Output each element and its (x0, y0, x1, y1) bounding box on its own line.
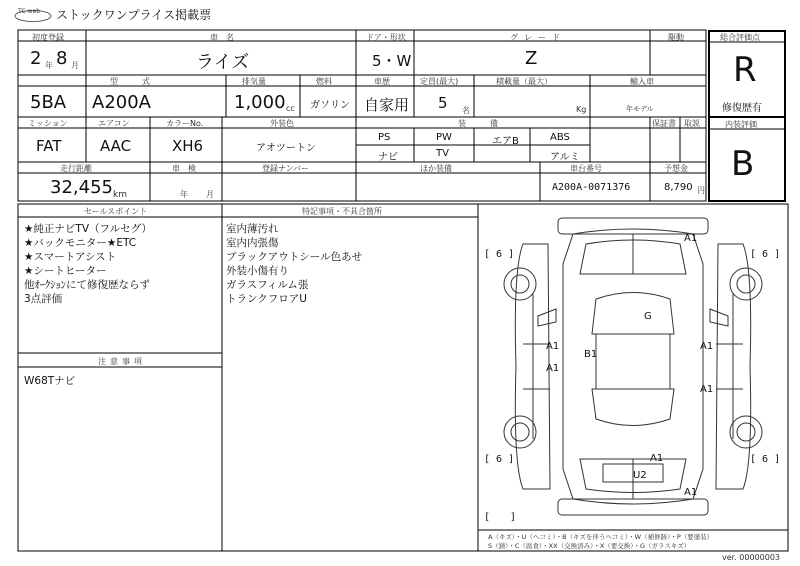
car-name-value: ライズ (196, 52, 250, 73)
label-inspection: 車 検 (172, 164, 196, 173)
sales-points-list (24, 222, 152, 306)
label-chassis-no: 車台番号 (570, 164, 602, 173)
label-fuel: 燃料 (316, 77, 332, 86)
damage-mark: A1 (700, 341, 714, 352)
label-other-equipment: ほか装備 (420, 164, 452, 173)
tire-rear-left: [ 6 ] (484, 454, 515, 465)
price-value: 8,790 (664, 182, 693, 193)
displacement-unit: cc (286, 104, 295, 113)
price-unit: 円 (697, 186, 705, 195)
payload-unit: Kg (576, 105, 587, 114)
label-color: カラーNo. (166, 119, 204, 128)
displacement-value: 1,000 (234, 92, 286, 113)
interior-box-divider (708, 128, 786, 130)
damage-mark: B1 (584, 349, 598, 360)
capacity-unit: 名 (462, 106, 470, 115)
tire-front-right: [ 6 ] (750, 249, 781, 260)
label-est-price: 予想金 (664, 164, 688, 173)
chassis-no-value: A200A-0071376 (552, 182, 631, 193)
model-value: A200A (92, 92, 151, 113)
label-plate: 登録ナンバー (262, 164, 310, 173)
label-car-history: 車歴 (374, 77, 390, 86)
car-damage-diagram (478, 204, 788, 530)
label-sales-points: セールスポイント (84, 207, 148, 216)
notes-list (226, 222, 362, 306)
equipment-item: PS (378, 132, 391, 143)
equipment-item: TV (436, 148, 449, 159)
page-title: ストックワンプライス掲載票 (56, 8, 212, 22)
list-item: ガラスフィルム張 (226, 279, 309, 291)
reg-year: 2 (30, 48, 42, 69)
label-capacity: 定員(最大) (420, 77, 459, 86)
list-item: 外装小傷有り (226, 265, 289, 277)
reg-month: 8 (56, 48, 68, 69)
version-label: ver. 00000003 (722, 553, 781, 562)
total-rating-value: R (733, 50, 757, 90)
interior-rating-value: B (731, 144, 755, 184)
damage-mark: A1 (650, 453, 664, 464)
label-door-type: ドア・形状 (366, 33, 406, 42)
exterior-color-value: アオツートン (256, 143, 316, 154)
label-warranty: 保証書 (652, 119, 676, 128)
tire-rear-right: [ 6 ] (750, 454, 781, 465)
label-car-name: 車 名 (210, 33, 234, 42)
rating-box-divider (708, 41, 786, 43)
tire-front-left: [ 6 ] (484, 249, 515, 260)
label-mission: ミッション (28, 119, 68, 128)
label-rating-total: 総合評価点 (720, 33, 760, 42)
mission-value: FAT (36, 137, 62, 155)
label-drive: 駆動 (668, 33, 684, 42)
mileage-unit: km (113, 190, 127, 200)
label-first-reg: 初度登録 (32, 33, 64, 42)
label-cautions: 注意事項 (98, 357, 146, 366)
color-no-value: XH6 (172, 137, 204, 155)
label-mileage: 走行距離 (60, 164, 92, 173)
cautions-list (24, 374, 75, 388)
list-item: トランクフロアU (226, 293, 307, 305)
door-type-value: 5・W (372, 52, 412, 70)
import-model-year: 年モデル (626, 105, 654, 113)
model-prefix-value: 5BA (30, 92, 67, 113)
history-value: 自家用 (364, 96, 410, 114)
damage-mark: U2 (633, 470, 647, 481)
fuel-value: ガソリン (310, 100, 350, 111)
damage-mark: A1 (684, 487, 698, 498)
grade-value: Z (525, 48, 538, 69)
damage-mark: G (644, 311, 652, 322)
damage-legend-line1: A（キズ）・U（ヘコミ）・B（キズを伴うヘコミ）・W（補修跡）・P（要塗装） (488, 533, 714, 541)
label-displacement: 排気量 (242, 77, 266, 86)
list-item: ★バックモニター★ETC (24, 237, 137, 249)
list-item: ブラックアウトシール色あせ (226, 251, 363, 263)
total-rating-note: 修復歴有 (722, 103, 762, 114)
list-item: 他ｵｰｸｼｮﾝにて修復歴ならず (24, 279, 150, 291)
label-model: 型 式 (110, 77, 158, 86)
reg-month-unit: 月 (71, 61, 79, 70)
damage-mark: A1 (700, 384, 714, 395)
capacity-value: 5 (438, 94, 448, 112)
label-grade: グレード (510, 33, 566, 42)
aircon-value: AAC (100, 137, 132, 155)
label-payload: 積載量（最大） (496, 77, 552, 86)
equipment-item: ABS (550, 132, 570, 143)
mileage-value: 32,455 (50, 177, 113, 198)
label-equipment: 装 備 (458, 119, 506, 128)
label-exterior-color: 外装色 (270, 119, 294, 128)
damage-mark: A1 (684, 233, 698, 244)
inspect-year-unit: 年 (180, 190, 188, 199)
list-item: 3点評価 (24, 293, 63, 305)
list-item: W68Tナビ (24, 375, 76, 387)
inspect-month-unit: 月 (206, 190, 214, 199)
damage-mark: A1 (546, 363, 560, 374)
list-item: 室内薄汚れ (226, 223, 279, 235)
label-import: 輸入車 (630, 77, 654, 86)
label-rating-interior: 内装評価 (725, 120, 757, 129)
damage-legend-line2: S（錆）・C（腐食）・XX（交換済み）・X（要交換）・G（ガラスキズ） (488, 542, 691, 550)
label-aircon: エアコン (98, 119, 130, 128)
list-item: 室内内張傷 (226, 237, 279, 249)
spare-tire: [ ] (484, 512, 517, 523)
equipment-item: アルミ (550, 152, 580, 163)
list-item: ★純正ナビTV（フルセグ） (24, 223, 152, 235)
reg-year-unit: 年 (45, 61, 53, 70)
list-item: ★スマートアシスト (24, 251, 117, 263)
label-manual: 取説 (684, 119, 700, 128)
list-item: ★シートヒーター (24, 265, 107, 277)
logo-text: TC-web (18, 8, 41, 15)
damage-mark: A1 (546, 341, 560, 352)
equipment-item: PW (436, 132, 452, 143)
equipment-item: エアB (492, 136, 519, 147)
label-notes: 特記事項・不具合箇所 (302, 207, 382, 216)
equipment-item: ナビ (378, 152, 398, 163)
